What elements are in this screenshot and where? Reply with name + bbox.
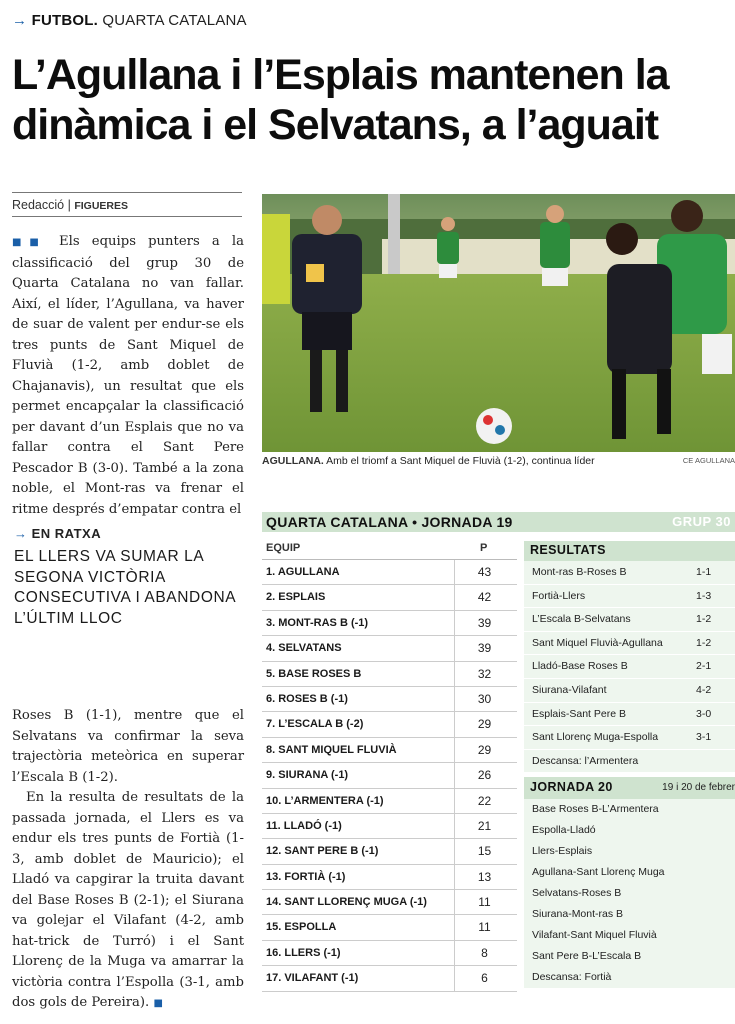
table-row [262,966,517,991]
fixture-name: Descansa: Fortià [532,971,612,984]
match-name: Mont-ras B-Roses B [532,566,627,578]
match-name: Fortià-Llers [532,589,586,602]
standings-title-bar [262,512,735,532]
caption-text: Amb el triomf a Sant Miquel de Fluvià (1-2), continua líder [326,455,595,467]
team-points: 42 [454,585,514,609]
byline-place: FIGUERES [74,200,129,212]
fixture-row [524,967,735,988]
end-marker-icon: ■ [153,998,163,1009]
byline-author: Redacció [12,198,65,212]
match-name: Sant Miquel Fluvià-Agullana [532,636,663,649]
match-score: 2-1 [696,660,712,673]
column-points: P [480,542,488,554]
photo-caption [262,455,735,467]
team-points: 29 [454,738,514,762]
fixture-row [524,946,735,967]
table-row [262,839,517,864]
match-name: Sant Llorenç Muga-Espolla [532,731,659,744]
fixture-row [524,841,735,862]
match-name: Esplais-Sant Pere B [532,707,626,720]
results-panel [524,541,735,988]
arrow-right-icon: → [14,526,28,541]
team-points: 8 [454,941,514,965]
article-body-bottom [12,706,244,1015]
team-name: 14. SANT LLORENÇ MUGA (-1) [266,896,427,909]
team-points: 22 [454,789,514,813]
team-name: 6. ROSES B (-1) [266,692,348,705]
team-points: 15 [454,839,514,863]
football-photo-illustration [262,194,735,452]
table-row [262,585,517,610]
match-score: 1-2 [696,613,712,626]
match-score: 1-1 [696,566,712,578]
fixture-name: Agullana-Sant Llorenç Muga [532,866,665,879]
fixture-row [524,799,735,820]
arrow-right-icon: → [12,12,28,29]
match-photo [262,194,735,452]
fixture-name: Base Roses B-L’Armentera [532,803,659,816]
article-body-top [12,232,244,520]
fixture-row [524,862,735,883]
fixture-name: Espolla-Lladó [532,824,596,837]
fixture-row [524,820,735,841]
match-score: 3-0 [696,707,712,720]
match-score: 1-2 [696,636,712,649]
team-name: 13. FORTIÀ (-1) [266,870,346,883]
byline: Redacció | FIGUERES [12,192,242,217]
caption-team: AGULLANA. [262,455,324,467]
team-points: 6 [454,966,514,990]
result-row [524,608,735,632]
result-row [524,750,735,774]
match-score: 1-3 [696,589,712,602]
team-points: 26 [454,763,514,787]
photo-credit: CE AGULLANA [682,456,735,465]
table-row [262,687,517,712]
highlight-text: EL LLERS VA SUMAR LA SEGONA VICTÒRIA CONSECUTIVA I ABANDONA L’ÚLTIM LLOC [14,548,236,627]
team-points: 11 [454,890,514,914]
standings-table [262,539,517,992]
table-row [262,814,517,839]
team-name: 16. LLERS (-1) [266,946,341,959]
standings-title: QUARTA CATALANA • JORNADA 19 [266,514,513,530]
team-points: 39 [454,611,514,635]
team-points: 32 [454,662,514,686]
results-title: RESULTATS [524,541,735,561]
highlight-box [14,526,239,629]
fixture-row [524,883,735,904]
team-points: 43 [454,560,514,584]
standings-header [262,539,517,560]
next-round-date: 19 i 20 de febrer [662,782,735,794]
paragraph-1: Els equips punters a la classificació del grup 30 de Quarta Catalana no van fallar. Així, el líder, l’Agullana, va haver de suar de valent per endur-se els tres punts de Sant Miquel de Fluvià (1-2, amb doblet de Chajanavis), un resultat que els permet encapçalar la classificació per davant d’un Esplais que no va fallar contra el Sant Pere Pescador B (3-0). També a la zona noble, el Mont-ras va frenar el ritme després d’empatar contra el [12,234,244,517]
table-row [262,738,517,763]
result-row [524,655,735,679]
fixture-row [524,925,735,946]
next-round-header [524,777,735,799]
table-row [262,560,517,585]
table-row [262,763,517,788]
highlight-label [14,526,239,541]
table-row [262,789,517,814]
fixture-row [524,904,735,925]
paragraph-marker-icon: ■■ [12,237,47,248]
headline: L’Agullana i l’Esplais mantenen la dinàmica i el Selvatans, a l’aguait [12,51,669,149]
category-label: QUARTA CATALANA [102,12,247,29]
table-row [262,712,517,737]
highlight-label-text: EN RATXA [31,526,102,541]
result-row [524,632,735,656]
team-points: 29 [454,712,514,736]
next-round-title: JORNADA 20 [530,780,613,795]
match-name: Siurana-Vilafant [532,683,607,696]
team-name: 17. VILAFANT (-1) [266,972,359,985]
team-points: 30 [454,687,514,711]
team-name: 1. AGULLANA [266,566,340,578]
result-row [524,703,735,727]
team-name: 4. SELVATANS [266,642,342,655]
fixture-name: Llers-Esplais [532,845,593,858]
group-label: GRUP 30 [672,514,731,529]
team-points: 21 [454,814,514,838]
team-points: 39 [454,636,514,660]
team-name: 12. SANT PERE B (-1) [266,845,379,858]
fixture-name: Vilafant-Sant Miquel Fluvià [532,929,657,942]
team-points: 11 [454,915,514,939]
result-row [524,585,735,609]
column-team: EQUIP [266,542,301,554]
fixture-name: Sant Pere B-L’Escala B [532,950,642,963]
team-name: 9. SIURANA (-1) [266,769,349,782]
paragraph-1-continued: Roses B (1-1), mentre que el Selvatans va confirmar la seva trajectòria meteòrica en superar l’Escala B (1-2). [12,708,244,785]
match-name: Lladó-Base Roses B [532,660,628,673]
fixture-name: Selvatans-Roses B [532,887,622,900]
match-score: 3-1 [696,731,712,744]
section-kicker [12,12,247,29]
paragraph-2 [12,788,244,1015]
paragraph-2-text: En la resulta de resultats de la passada jornada, el Llers es va endur els tres punts de Fortià (1-3, amb doblet de Mauricio); el Lladó va capgirar la truita davant del Base Roses B (2-1); el Siurana va golejar el Vilafant (4-2, amb hat-trick de Turró) i el Sant Llorenç de la Muga va amarrar la victòria contra l’Espolla (3-1, amb dos gols de Pereira). [12,790,244,1010]
match-name: Descansa: l’Armentera [532,754,639,767]
fixture-name: Siurana-Mont-ras B [532,908,624,921]
result-row [524,679,735,703]
team-name: 2. ESPLAIS [266,591,326,604]
team-name: 8. SANT MIQUEL FLUVIÀ [266,743,397,756]
team-name: 15. ESPOLLA [266,921,337,934]
result-row [524,726,735,750]
result-row [524,561,735,585]
table-row [262,915,517,940]
team-name: 7. L’ESCALA B (-2) [266,718,364,731]
table-row [262,941,517,966]
match-name: L’Escala B-Selvatans [532,613,631,626]
table-row [262,890,517,915]
team-name: 10. L’ARMENTERA (-1) [266,794,384,807]
team-points: 13 [454,865,514,889]
table-row [262,611,517,636]
team-name: 3. MONT-RAS B (-1) [266,616,369,629]
table-row [262,865,517,890]
team-name: 5. BASE ROSES B [266,667,362,680]
table-row [262,662,517,687]
match-score: 4-2 [696,683,712,696]
section-label: FUTBOL. [31,12,98,29]
team-name: 11. LLADÓ (-1) [266,819,342,832]
table-row [262,636,517,661]
